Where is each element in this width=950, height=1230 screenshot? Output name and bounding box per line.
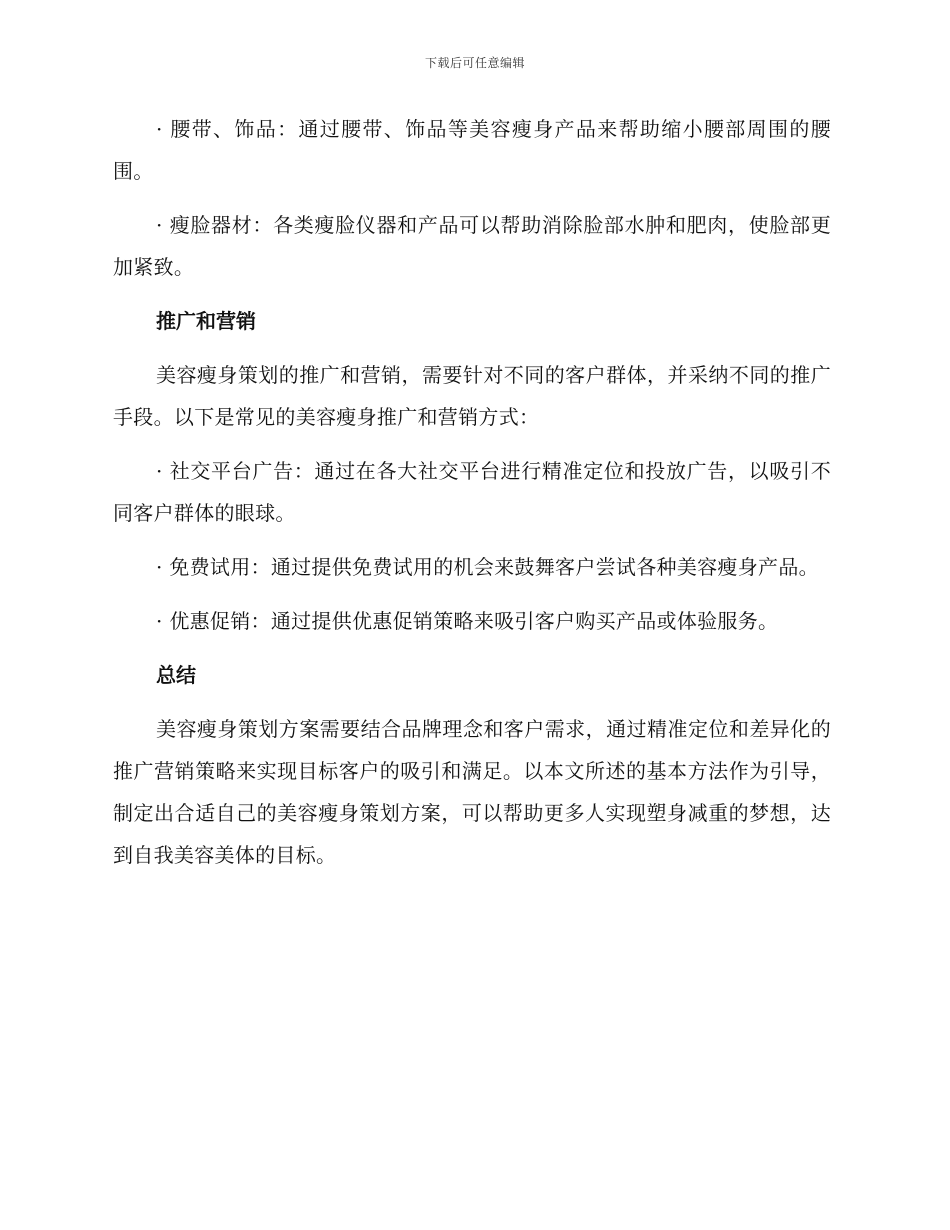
header-note: 下载后可任意编辑 <box>424 56 525 70</box>
summary-paragraph: 美容瘦身策划方案需要结合品牌理念和客户需求，通过精准定位和差异化的推广营销策略来实现目标客户的吸引和满足。以本文所述的基本方法作为引导，制定出合适自己的美容瘦身策划方案，可以帮助更多人实现塑身减重的梦想，达到自我美容美体的目标。 <box>113 717 831 867</box>
section-heading-summary: 总结 <box>156 663 196 687</box>
bullet-free-trial: · 免费试用：通过提供免费试用的机会来鼓舞客户尝试各种美容瘦身产品。 <box>156 555 819 579</box>
bullet-face-slimming-devices: · 瘦脸器材：各类瘦脸仪器和产品可以帮助消除脸部水肿和肥肉，使脸部更加紧致。 <box>113 213 831 279</box>
promotion-intro-paragraph: 美容瘦身策划的推广和营销，需要针对不同的客户群体，并采纳不同的推广手段。以下是常见的美容瘦身推广和营销方式： <box>113 363 831 429</box>
bullet-belt-accessories: · 腰带、饰品：通过腰带、饰品等美容瘦身产品来帮助缩小腰部周围的腰围。 <box>113 117 831 183</box>
bullet-social-ads: · 社交平台广告：通过在各大社交平台进行精准定位和投放广告，以吸引不同客户群体的眼球。 <box>113 459 831 525</box>
section-heading-promotion: 推广和营销 <box>156 309 256 333</box>
document-body <box>113 108 831 876</box>
bullet-discount-promotion: · 优惠促销：通过提供优惠促销策略来吸引客户购买产品或体验服务。 <box>156 609 779 633</box>
